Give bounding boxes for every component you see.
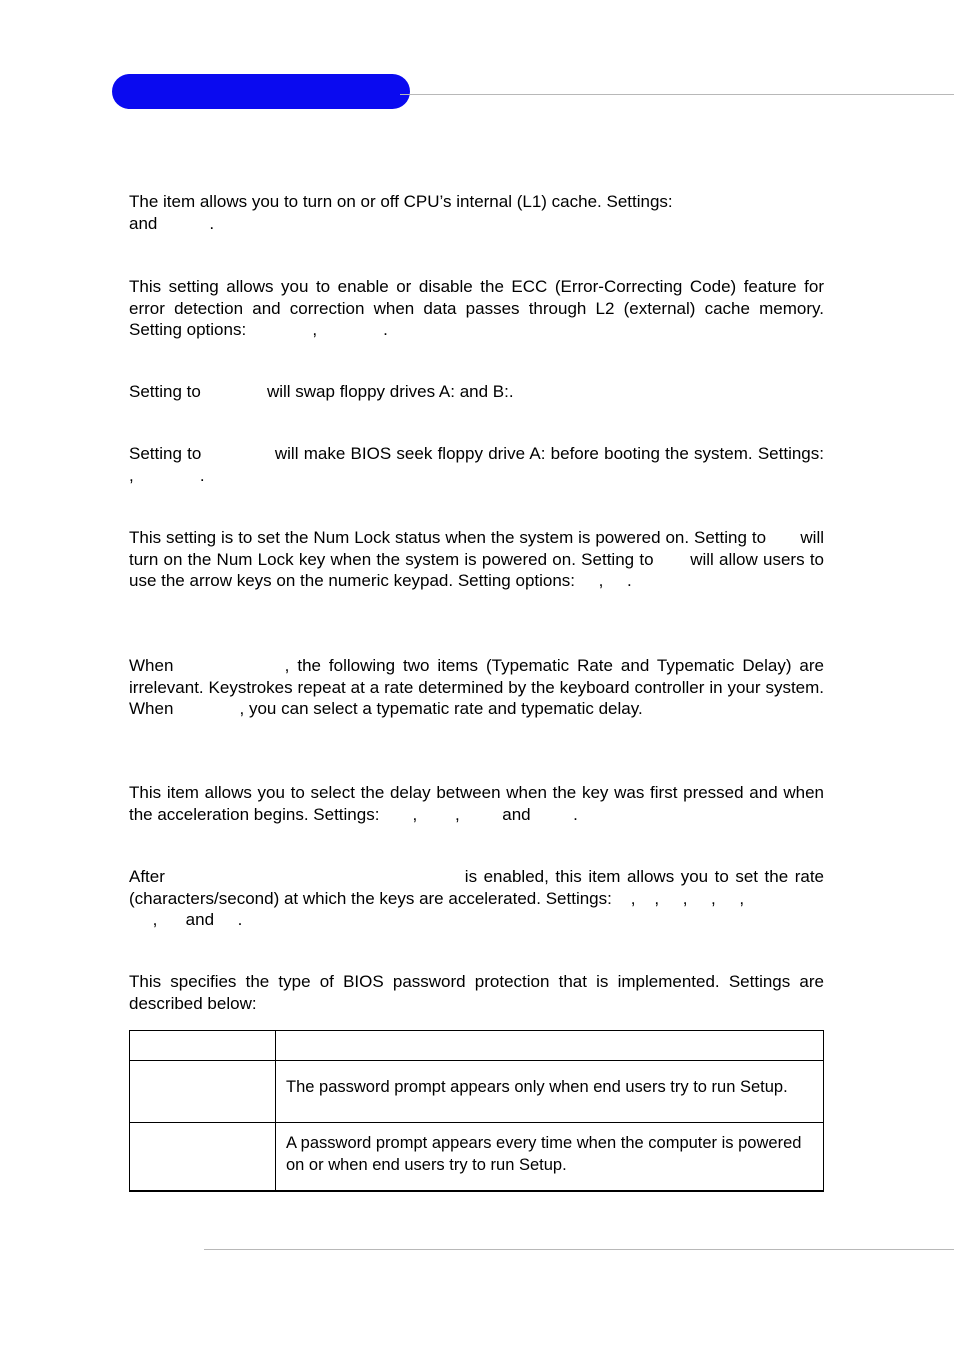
table-row: [130, 1061, 824, 1123]
password-options-table: [129, 1030, 824, 1192]
table-cell-option: [130, 1123, 276, 1192]
num-lock-description: This setting is to set the Num Lock status when the system is powered on. Setting to will turn on the Num Lock key when the system is powered on. Setting to will allow users to use the arrow keys on the numeric keypad. Setting options: , .: [129, 528, 829, 591]
table-cell-option: [130, 1061, 276, 1123]
typematic-setting-description: When , the following two items (Typematic Rate and Typematic Delay) are irrelevant. Keystrokes repeat at a rate determined by the keyboard controller in your system. When , you can select a typematic rate and typematic delay.: [129, 656, 829, 719]
table-cell-description: A password prompt appears every time when the computer is powered on or when end users try to run Setup.: [276, 1123, 824, 1192]
boot-seek-floppy-description: Setting to will make BIOS seek floppy drive A: before booting the system. Settings: , .: [129, 444, 891, 485]
header-rule: [400, 94, 954, 95]
cpu-cache-description: The item allows you to turn on or off CPU’s internal (L1) cache. Settings: and .: [129, 192, 673, 233]
typematic-delay-description: This item allows you to select the delay between when the key was first pressed and when the acceleration begins. Settings: , , and .: [129, 783, 829, 824]
table-header-row: [130, 1031, 824, 1061]
security-option-description: This specifies the type of BIOS password protection that is implemented. Settings are described below:: [129, 972, 829, 1013]
table-header-description: [276, 1031, 824, 1061]
footer-rule: [204, 1249, 954, 1250]
typematic-rate-description: After is enabled, this item allows you to set the rate (characters/second) at which the keys are accelerated. Settings: , , , , , , and .: [129, 867, 824, 930]
table-cell-description: The password prompt appears only when end users try to run Setup.: [276, 1061, 824, 1123]
swap-floppy-description: Setting to will swap floppy drives A: and B:.: [129, 382, 514, 401]
table-header-option: [130, 1031, 276, 1061]
table-row: [130, 1123, 824, 1192]
section-header-pill: [112, 74, 410, 109]
l2-ecc-description: This setting allows you to enable or disable the ECC (Error-Correcting Code) feature for error detection and correction when data passes through L2 (external) cache memory. Setting options: , .: [129, 277, 829, 340]
